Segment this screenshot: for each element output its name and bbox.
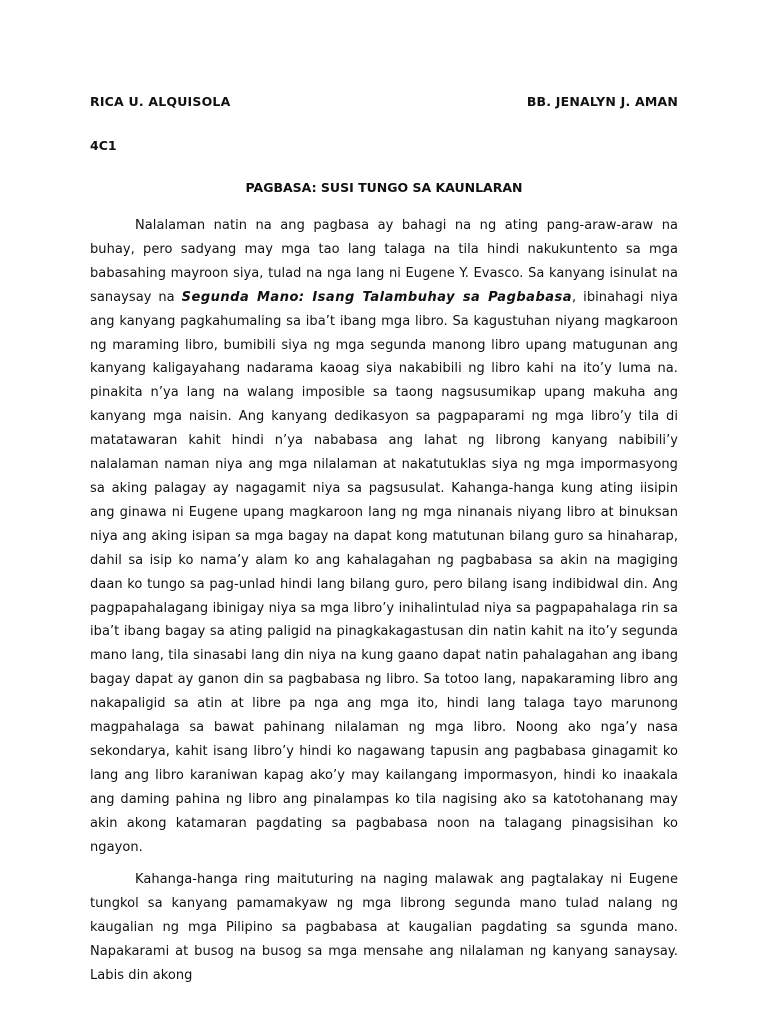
paragraph-1-rest: , ibinahagi niya ang kanyang pagkahumaling sa iba’t ibang mga libro. Sa kagustuhan niyang magkaroon ng maraming libro, bumibili siya ng mga segunda manong libro upang matugunan ang kanyang kaligayahang nadarama kaoag siya nakabibili ng libro kahi na ito’y luma na. pinakita n’ya lang na walang imposible sa taong nagsusumikap upang makuha ang kanyang mga naisin. Ang kanyang dedikasyon sa pagpaparami ng mga libro’y tila di matatawaran kahit hindi n’ya nababasa ang lahat ng librong kanyang nabibili’y nalalaman naman niya ang mga nilalaman at nakatutuklas siya ng mga impormasyong sa aking palagay ay nagagamit niya sa pagsusulat. Kahanga-hanga kung ating iisipin ang ginawa ni Eugene upang magkaroon lang ng mga ninanais niyang libro at binuksan niya ang aking isipan sa mga bagay na dapat kong matutunan bilang guro sa hinaharap, dahil sa isip ko nama’y alam ko ang kahalagahan ng pagbabasa sa akin na magiging daan ko tungo sa pag-unlad hindi lang bilang guro, pero bilang isang indibidwal din. Ang pagpapahalagang ibinigay niya sa mga libro’y inihalintulad niya sa pagpapahalaga rin sa iba’t ibang bagay sa ating paligid na pinagkakagastusan din natin kahit na ito’y segunda mano lang, tila sinasabi lang din niya na kung gaano dapat natin pahalagahan ang ibang bagay dapat ay ganon din sa pagbabasa ng libro. Sa totoo lang, napakaraming libro ang nakapaligid sa atin at libre pa nga ang mga ito, hindi lang talaga tayo marunong magpahalaga sa bawat pahinang nilalaman ng mga libro. Noong ako nga’y nasa sekondarya, kahit isang libro’y hindi ko nagawang tapusin ang pagbabasa ginagamit ko lang ang libro karaniwan kapag ako’y may kailangang impormasyon, hindi ko inaakala ang daming pahina ng libro ang pinalampas ko tila nagising ako sa katotohanang may akin akong katamaran pagdating sa pagbabasa noon na talagang pinagsisihan ko ngayon. — [90, 289, 678, 855]
header-row — [90, 90, 678, 114]
paragraph-1-lead: Nalalaman natin na ang pagbasa ay bahagi na ng ating pang-araw-araw na buhay, pero sadyang may mga tao lang talaga na tila hindi nakukuntento sa mga babasahing mayroon siya, tulad na nga lang ni Eugene Y. Evasco. Sa kanyang isinulat na sanaysay na — [90, 218, 678, 305]
paragraph-2: Kahanga-hanga ring maituturing na naging malawak ang pagtalakay ni Eugene tungkol sa kanyang pamamakyaw ng mga librong segunda mano tulad nalang ng kaugalian ng mga Pilipino sa pagbabasa at kaugalian pagdating sa sgunda mano. Napakarami at busog na busog sa mga mensahe ang nilalaman ng kanyang sanaysay. Labis din akong — [90, 872, 678, 984]
paragraph-1 — [90, 214, 678, 859]
essay-title: PAGBASA: SUSI TUNGO SA KAUNLARAN — [245, 180, 523, 195]
teacher-name: BB. JENALYN J. AMAN — [526, 94, 678, 109]
essay-body — [90, 214, 678, 988]
author-name: RICA U. ALQUISOLA — [90, 94, 231, 109]
class-section: 4C1 — [90, 138, 117, 153]
book-title: Segunda Mano: Isang Talambuhay sa Pagbabasa — [181, 289, 573, 305]
